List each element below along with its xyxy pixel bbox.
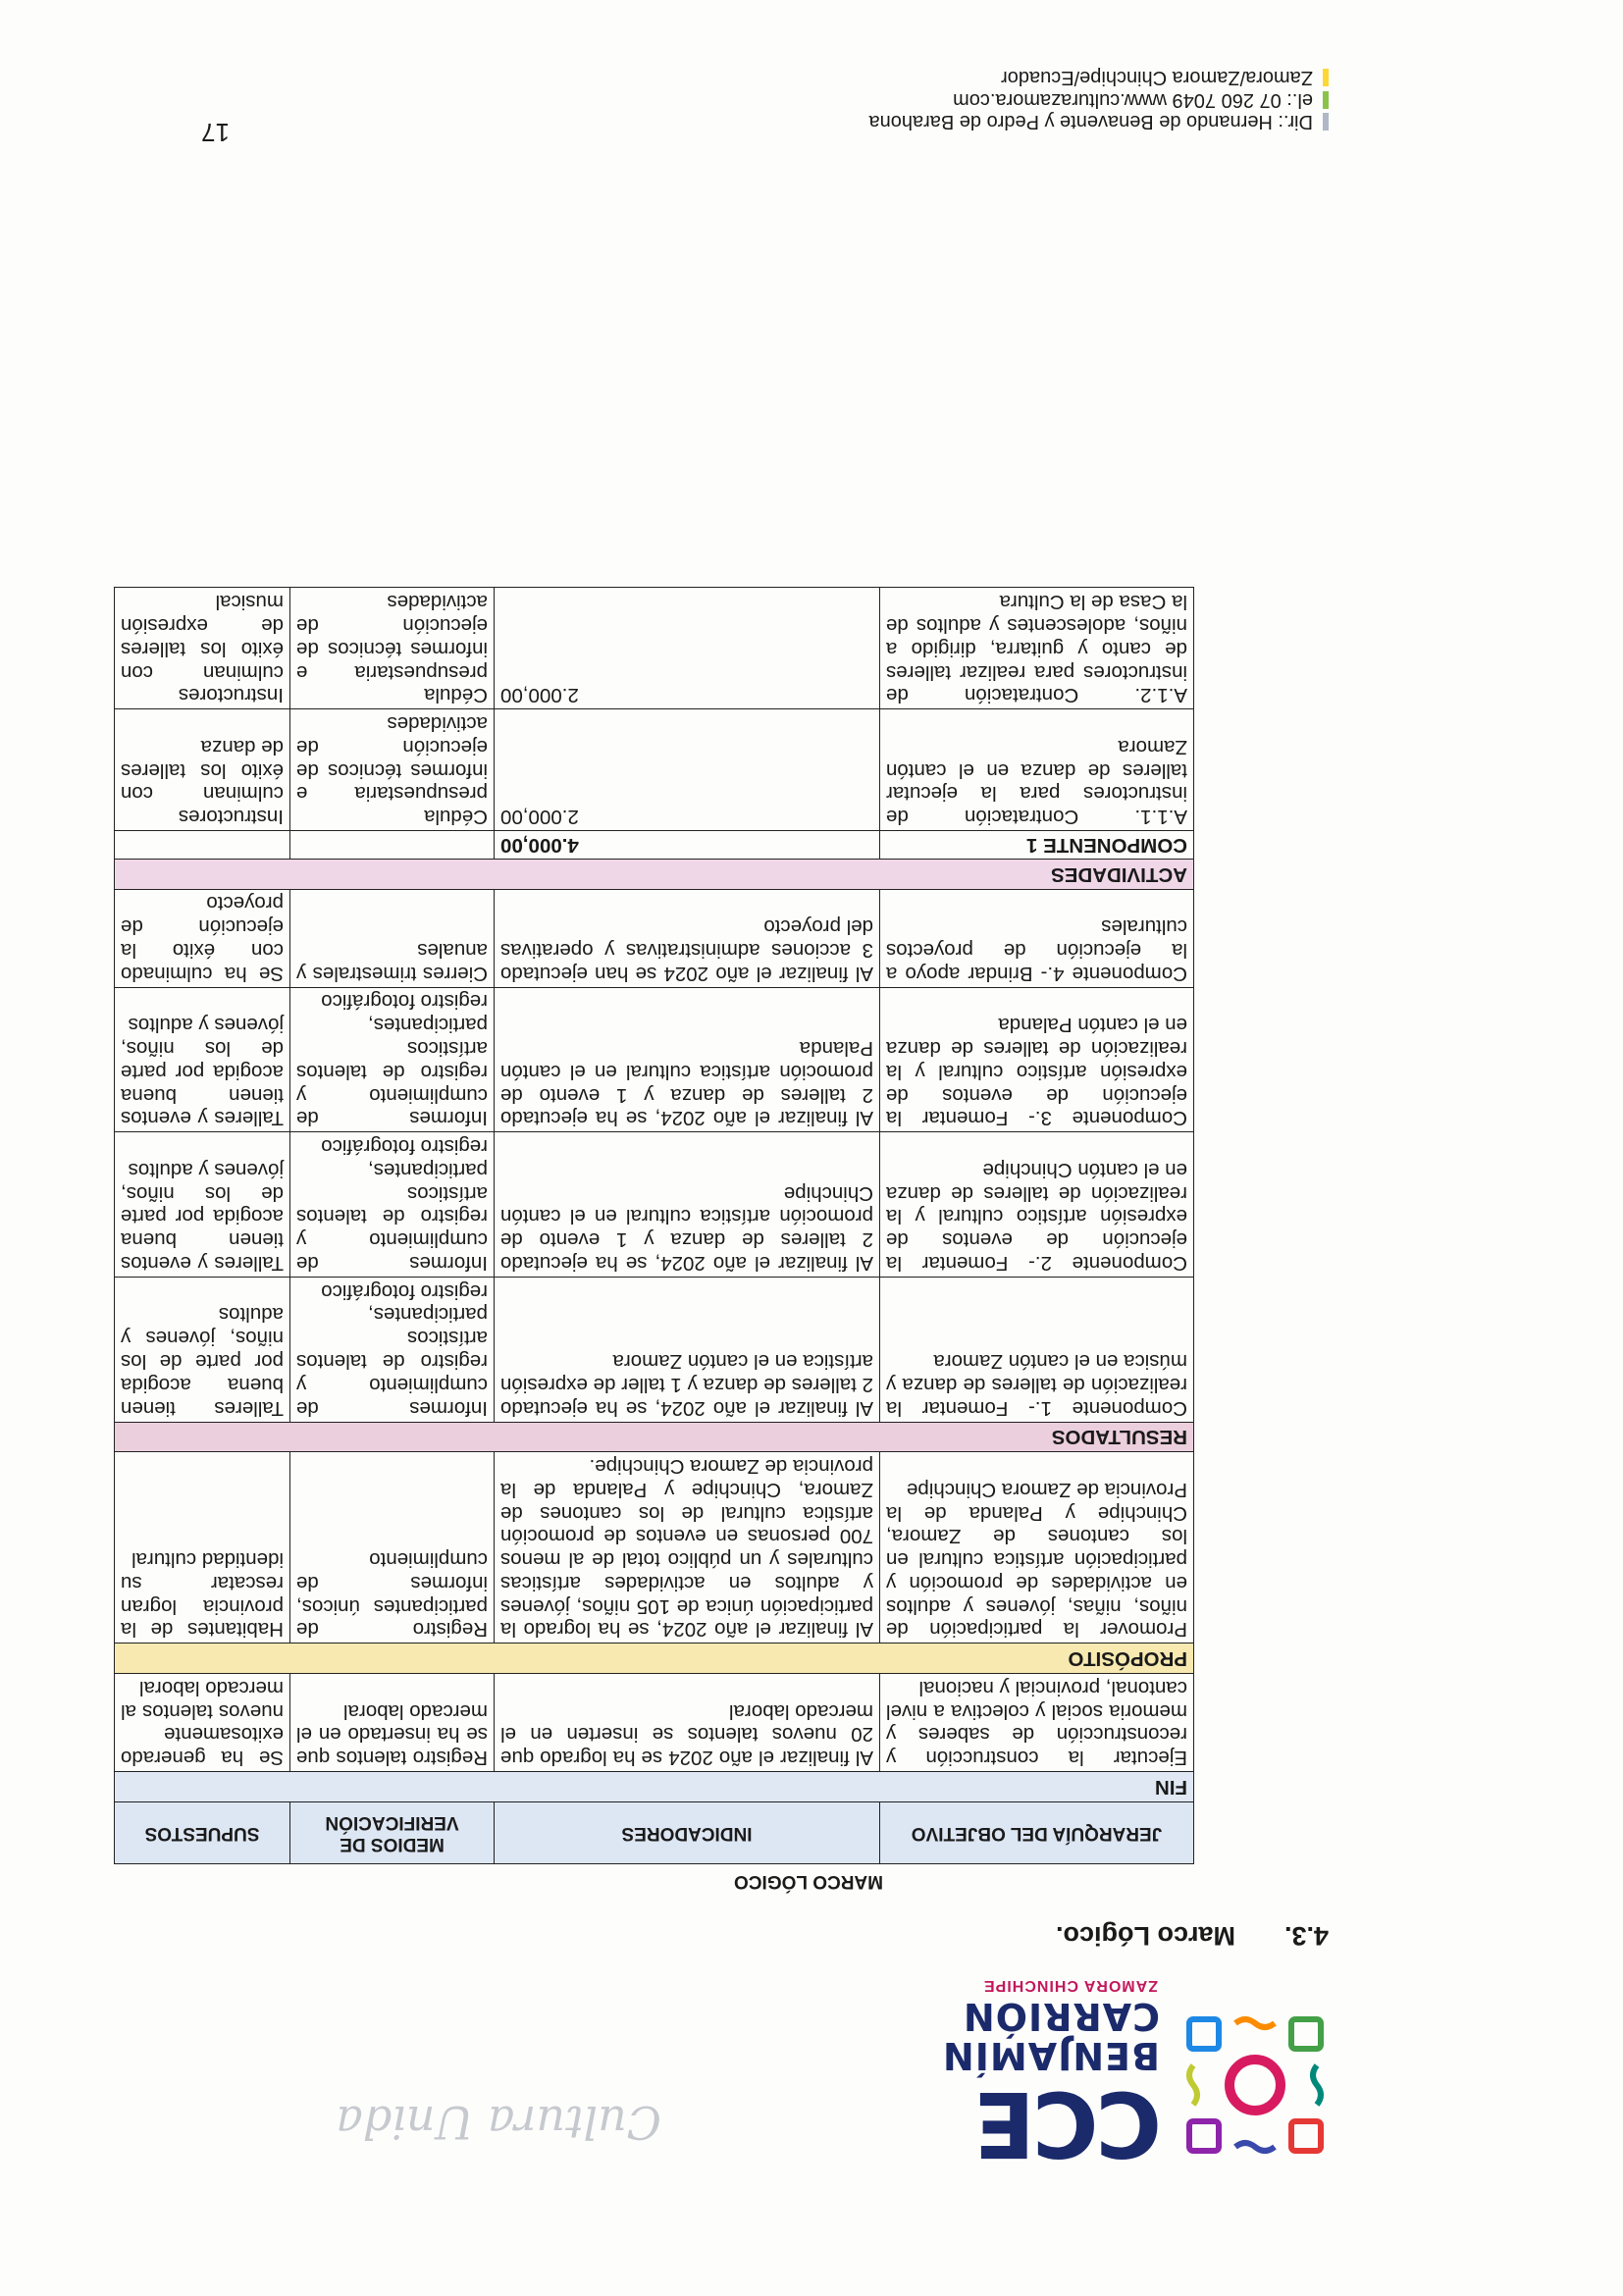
ornament-logo-icon xyxy=(1181,2011,1329,2159)
footer-contact-line xyxy=(151,88,1329,110)
page-number: 17 xyxy=(201,118,230,147)
actividades-section-row xyxy=(115,859,1194,889)
footer-address-line xyxy=(151,111,1329,132)
logo-cce-text: CCE xyxy=(976,2071,1162,2176)
fin-section-row xyxy=(115,1772,1194,1802)
table-caption: MARCO LÓGICO xyxy=(734,1871,883,1892)
footer-location: Zamora/Zamora Chinchipe/Ecuador xyxy=(1001,67,1313,89)
cell-objetivo: Ejecutar la construcción y reconstrucción de saberes y memoria social y colectiva a nivel cantonal, provincial y nacional xyxy=(880,1674,1194,1772)
table-row xyxy=(115,1132,1194,1278)
cell-empty xyxy=(115,831,290,860)
table-row xyxy=(115,1277,1194,1422)
cell-medio: Informes de cumplimiento y registro de talentos artísticos participantes, registro fotográfico xyxy=(290,987,495,1132)
cell-supuesto: Instructores culminan con éxito los talleres de danza xyxy=(115,709,290,831)
table-row xyxy=(115,1674,1194,1772)
cell-indicador: Al finalizar el año 2024, se ha ejecutado 2 talleres de danza y 1 evento de promoción artística cultural en el cantón Chinchipe xyxy=(495,1132,880,1278)
cell-medio: Informes de cumplimiento y registro de talentos artísticos participantes, registro fotográfico xyxy=(290,1277,495,1422)
cell-indicador: 2.000,00 xyxy=(495,709,880,831)
table-row xyxy=(115,588,1194,709)
cell-supuesto: Talleres y eventos tienen buena acogida por parte de los niños, jóvenes y adultos xyxy=(115,1132,290,1278)
header-supuestos: SUPUESTOS xyxy=(115,1802,290,1864)
table-row xyxy=(115,987,1194,1132)
componente-total: 4.000,00 xyxy=(495,831,880,860)
cell-objetivo: Componente 1.- Fomentar la realización de talleres de danza y música en el cantón Zamora xyxy=(880,1277,1194,1422)
section-title: Marco Lógico. xyxy=(1055,1921,1235,1951)
cultura-unida-script xyxy=(249,2070,661,2149)
table-row xyxy=(115,889,1194,987)
cell-supuesto: Talleres y eventos tienen buena acogida por parte de los niños, jóvenes y adultos xyxy=(115,987,290,1132)
table-row xyxy=(115,709,1194,831)
proposito-section-row xyxy=(115,1644,1194,1674)
cell-indicador: Al finalizar el año 2024 se han ejecutado 3 acciones administrativas y operativas del proyecto xyxy=(495,889,880,987)
cell-supuesto: Talleres tienen buena acogida por parte de los niños, jóvenes y adultos xyxy=(115,1277,290,1422)
resultados-section-row xyxy=(115,1422,1194,1452)
cell-supuesto: Instructores culminan con éxito los talleres de expresión musical xyxy=(115,588,290,709)
table-header-row xyxy=(115,1802,1194,1864)
section-number: 4.3. xyxy=(1283,1921,1329,1951)
cell-supuesto: Se ha culminado con éxito la ejecución de proyecto xyxy=(115,889,290,987)
cell-medio: Cédula presupuestaria e informes técnicos de ejecución de actividades xyxy=(290,588,495,709)
cell-medio: Cédula presupuestaria e informes técnicos de ejecución de actividades xyxy=(290,709,495,831)
header-medios: MEDIOS DE VERIFICACIÓN xyxy=(290,1802,495,1864)
cce-logo xyxy=(779,1977,1329,2176)
footer-location-line xyxy=(151,67,1329,88)
resultados-label: RESULTADOS xyxy=(115,1422,1194,1452)
fin-label: FIN xyxy=(115,1772,1194,1802)
cell-indicador: 2.000,00 xyxy=(495,588,880,709)
cell-indicador: Al finalizar el año 2024, se ha ejecutado 2 talleres de danza y 1 taller de expresión artística en el cantón Zamora xyxy=(495,1277,880,1422)
cell-medio: Registro de participantes únicos, informes de cumplimiento xyxy=(290,1452,495,1644)
section-heading xyxy=(1056,1920,1329,1951)
cell-objetivo: A.1.1. Contratación de instructores para la ejecutar talleres de danza en el cantón Zamora xyxy=(880,709,1194,831)
cell-medio: Informes de cumplimiento y registro de talentos artísticos participantes, registro fotográfico xyxy=(290,1132,495,1278)
cell-objetivo: A.1.2. Contratación de instructores para realizar talleres de canto y guitarra, dirigido a niños, adolescentes y adultos de la Casa de la Cultura xyxy=(880,588,1194,709)
cell-supuesto: Se ha generado exitosamente nuevos talentos al mercado laboral xyxy=(115,1674,290,1772)
cell-indicador: Al finalizar el año 2024, se ha logrado la participación única de 105 niños, jóvenes y adultos en actividades artísticas culturales y un público total de al menos 700 personas en eventos de promoción artística cultural de los cantones de Zamora, Chinchipe y Palanda de la provincia de Zamora Chinchipe. xyxy=(495,1452,880,1644)
componente-total-row xyxy=(115,831,1194,860)
cell-indicador: Al finalizar el año 2024, se ha ejecutado 2 talleres de danza y 1 evento de promoción artística cultural en el cantón Palanda xyxy=(495,987,880,1132)
footer-contact: el.: 07 260 7049 www.culturazamora.com xyxy=(953,88,1313,111)
header-indicadores: INDICADORES xyxy=(495,1802,880,1864)
cell-objetivo: Componente 3.- Fomentar la ejecución de eventos de expresión artístico cultural y la realización de talleres de danza en el cantón Palanda xyxy=(880,987,1194,1132)
actividades-label: ACTIVIDADES xyxy=(115,859,1194,889)
logo-name-1: BENJAMÍN xyxy=(941,2034,1160,2077)
marco-logico-table xyxy=(114,587,1194,1864)
cell-medio: Registro talentos que se ha insertado en el mercado laboral xyxy=(290,1674,495,1772)
cell-indicador: Al finalizar el año 2024 se ha logrado que 20 nuevos talentos se inserten en el mercado laboral xyxy=(495,1674,880,1772)
cell-supuesto: Habitantes de la provincia logran rescatar su identidad cultural xyxy=(115,1452,290,1644)
cell-objetivo: Componente 2.- Fomentar la ejecución de eventos de expresión artístico cultural y la realización de talleres de danza en el cantón Chinchipe xyxy=(880,1132,1194,1278)
header-jerarquia: JERARQUÍA DEL OBJETIVO xyxy=(880,1802,1194,1864)
cell-objetivo: Promover la participación de niños, niñas, jóvenes y adultos en actividades de promoción y participación artística cultural en los cantones de Zamora, Chinchipe y Palanda de la Provincia de Zamora Chinchipe xyxy=(880,1452,1194,1644)
script-text: Cultura Unida xyxy=(336,2096,661,2149)
footer xyxy=(151,67,1329,132)
logo-subtitle: ZAMORA CHINCHIPE xyxy=(982,1977,1158,1994)
cell-objetivo: Componente 4.- Brindar apoyo a la ejecución de proyectos culturales xyxy=(880,889,1194,987)
logo-name-2: CARRIÓN xyxy=(962,1995,1160,2038)
componente-label: COMPONENTE 1 xyxy=(880,831,1194,860)
cell-empty xyxy=(290,831,495,860)
proposito-label: PROPÓSITO xyxy=(115,1644,1194,1674)
table-row xyxy=(115,1452,1194,1644)
cell-medio: Cierres trimestrales y anuales xyxy=(290,889,495,987)
footer-address: Dir.: Hernando de Benavente y Pedro de Barahona xyxy=(868,111,1313,132)
